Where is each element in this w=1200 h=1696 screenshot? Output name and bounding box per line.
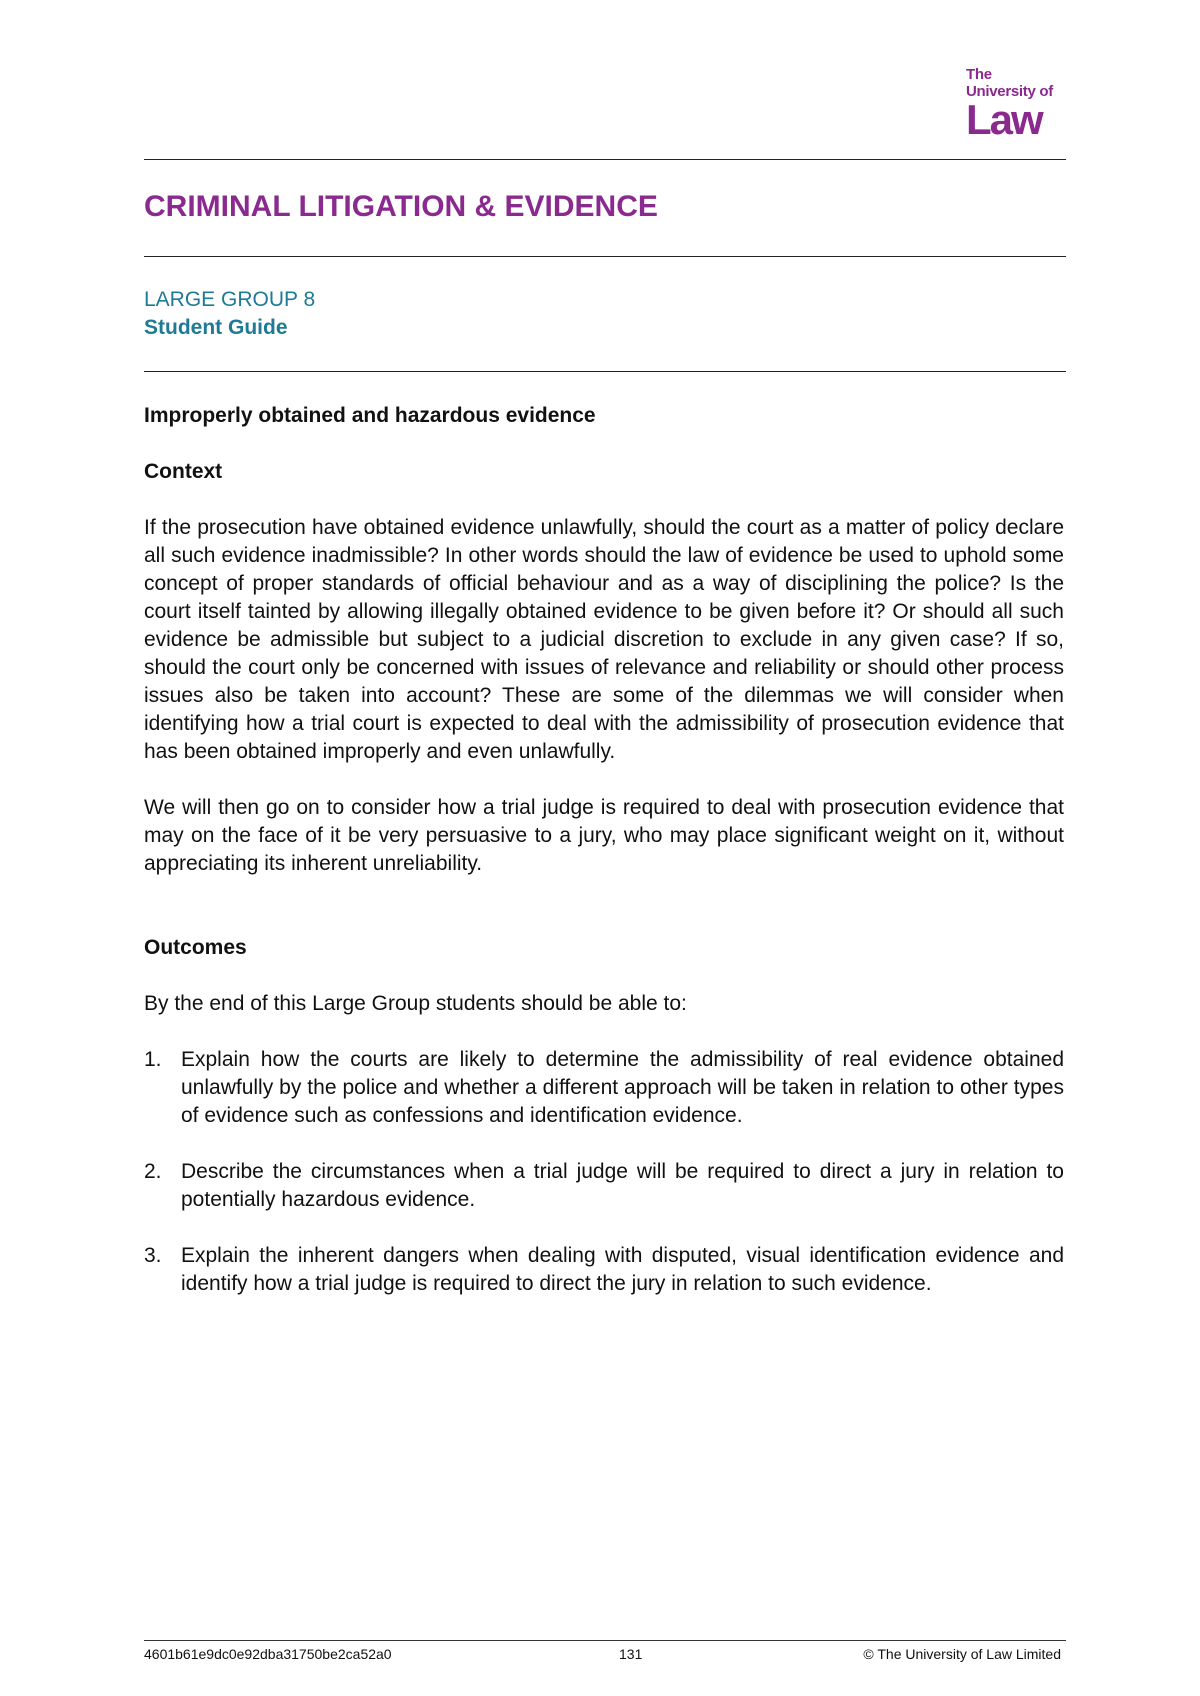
list-item-text: Describe the circumstances when a trial judge will be required to direct a jury in relation to potentially hazardous evidence. bbox=[181, 1160, 1064, 1211]
list-item-number: 3. bbox=[144, 1244, 162, 1267]
logo-line-1: The bbox=[966, 66, 992, 83]
document-title: CRIMINAL LITIGATION & EVIDENCE bbox=[144, 190, 658, 223]
outcomes-list bbox=[144, 1046, 1064, 1298]
context-paragraph-1: If the prosecution have obtained evidence unlawfully, should the court as a matter of policy declare all such evidence inadmissible? In other words should the law of evidence be used to uphold some concept of proper standards of official behaviour and as a way of disciplining the police? Is the court itself tainted by allowing illegally obtained evidence to be given before it? Or should all such evidence be admissible but subject to a judicial discretion to exclude in any given case? If so, should the court only be concerned with issues of relevance and reliability or should other process issues also be taken into account? These are some of the dilemmas we will consider when identifying how a trial court is expected to deal with the admissibility of prosecution evidence that has been obtained improperly and even unlawfully. bbox=[144, 516, 1064, 763]
list-item-number: 1. bbox=[144, 1048, 162, 1071]
context-heading: Context bbox=[144, 460, 223, 483]
topic-heading: Improperly obtained and hazardous evidence bbox=[144, 404, 596, 427]
large-group-label: LARGE GROUP 8 bbox=[144, 288, 316, 311]
header-divider-top bbox=[144, 159, 1066, 160]
context-paragraph-2: We will then go on to consider how a trial judge is required to deal with prosecution evidence that may on the face of it be very persuasive to a jury, who may place significant weight on it, without appreciating its inherent unreliability. bbox=[144, 796, 1064, 875]
list-item bbox=[144, 1046, 1064, 1130]
university-of-law-logo bbox=[966, 66, 1066, 143]
logo-line-3: Law bbox=[966, 96, 1042, 143]
header-divider-middle bbox=[144, 256, 1066, 257]
list-item-text: Explain the inherent dangers when dealing with disputed, visual identification evidence and identify how a trial judge is required to direct the jury in relation to such evidence. bbox=[181, 1244, 1064, 1295]
list-item-text: Explain how the courts are likely to determine the admissibility of real evidence obtained unlawfully by the police and whether a different approach will be taken in relation to other types of evidence such as confessions and identification evidence. bbox=[181, 1048, 1064, 1127]
logo-line-2: University of bbox=[966, 83, 1053, 100]
outcomes-intro: By the end of this Large Group students should be able to: bbox=[144, 992, 687, 1015]
footer-page-number: 131 bbox=[619, 1646, 643, 1662]
footer-document-id: 4601b61e9dc0e92dba31750be2ca52a0 bbox=[144, 1646, 392, 1662]
header-divider-bottom bbox=[144, 371, 1066, 372]
list-item bbox=[144, 1158, 1064, 1214]
list-item-number: 2. bbox=[144, 1160, 162, 1183]
list-item bbox=[144, 1242, 1064, 1298]
outcomes-heading: Outcomes bbox=[144, 936, 247, 959]
footer-copyright: © The University of Law Limited bbox=[863, 1646, 1061, 1662]
footer-divider bbox=[144, 1640, 1066, 1641]
main-content bbox=[144, 402, 1064, 1326]
student-guide-label: Student Guide bbox=[144, 316, 288, 339]
